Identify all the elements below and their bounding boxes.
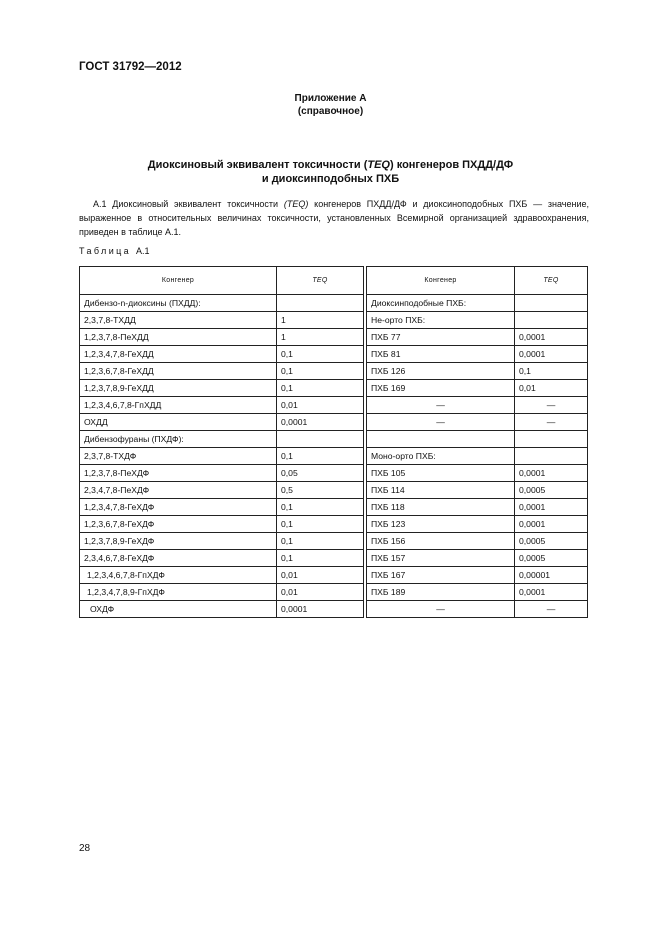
table-row — [80, 465, 588, 482]
congener-cell: 1,2,3,6,7,8-ГеХДД — [80, 363, 277, 380]
table-row — [80, 584, 588, 601]
teq-cell: 0,01 — [277, 567, 364, 584]
teq-cell: 0,1 — [277, 550, 364, 567]
table-row — [80, 397, 588, 414]
standard-header: ГОСТ 31792—2012 — [79, 61, 182, 73]
paragraph-teq: (TEQ) — [283, 199, 309, 209]
teq-cell: 0,1 — [277, 380, 364, 397]
teq-cell — [515, 448, 588, 465]
header-congener-left: Конгенер — [80, 267, 277, 295]
table-row — [80, 431, 588, 448]
teq-cell: 0,1 — [277, 448, 364, 465]
appendix-title: Приложение А — [294, 93, 367, 104]
teq-cell: 0,1 — [277, 346, 364, 363]
teq-cell — [515, 431, 588, 448]
table-caption-number: А.1 — [136, 246, 150, 256]
title-part: ) конгенеров ПХДД/ДФ — [389, 159, 514, 171]
teq-cell: 0,0005 — [515, 482, 588, 499]
congener-cell: ПХБ 114 — [367, 482, 515, 499]
table-row — [80, 448, 588, 465]
teq-cell: 0,0001 — [515, 584, 588, 601]
teq-cell: 0,00001 — [515, 567, 588, 584]
congener-cell: — — [367, 397, 515, 414]
teq-cell: 0,05 — [277, 465, 364, 482]
table-row — [80, 295, 588, 312]
table-caption — [79, 246, 150, 256]
congener-cell: Диоксинподобные ПХБ: — [367, 295, 515, 312]
teq-cell: 0,0005 — [515, 533, 588, 550]
table-row — [80, 516, 588, 533]
teq-cell: 0,1 — [277, 499, 364, 516]
teq-cell: 0,1 — [277, 533, 364, 550]
congener-cell: Дибензо-n-диоксины (ПХДД): — [80, 295, 277, 312]
teq-cell — [277, 295, 364, 312]
congener-cell: 2,3,7,8-ТХДФ — [80, 448, 277, 465]
congener-cell: Дибензофураны (ПХДФ): — [80, 431, 277, 448]
header-congener-right: Конгенер — [367, 267, 515, 295]
teq-cell: 0,0001 — [515, 499, 588, 516]
congener-cell: — — [367, 414, 515, 431]
header-teq-right: TEQ — [515, 267, 588, 295]
teq-cell — [277, 431, 364, 448]
congener-cell: ПХБ 169 — [367, 380, 515, 397]
teq-cell: 0,01 — [277, 584, 364, 601]
document-title — [0, 158, 661, 186]
teq-cell: 0,5 — [277, 482, 364, 499]
congener-cell: ОХДФ — [80, 601, 277, 618]
congener-cell: 2,3,4,7,8-ПеХДФ — [80, 482, 277, 499]
teq-cell: 1 — [277, 329, 364, 346]
teq-cell: 1 — [277, 312, 364, 329]
intro-paragraph — [79, 197, 589, 239]
teq-cell: 0,0001 — [515, 329, 588, 346]
teq-cell: 0,1 — [277, 363, 364, 380]
table-row — [80, 312, 588, 329]
congener-cell: Не-орто ПХБ: — [367, 312, 515, 329]
congener-cell: 1,2,3,4,7,8-ГеХДФ — [80, 499, 277, 516]
title-teq: TEQ — [367, 159, 390, 171]
teq-cell: — — [515, 397, 588, 414]
teq-cell: 0,0001 — [515, 346, 588, 363]
congener-cell: Моно-орто ПХБ: — [367, 448, 515, 465]
paragraph-text: А.1 Диоксиновый эквивалент токсичности — [93, 199, 284, 209]
header-teq-left: TEQ — [277, 267, 364, 295]
table-row — [80, 601, 588, 618]
teq-cell: 0,1 — [277, 516, 364, 533]
table-row — [80, 414, 588, 431]
congener-cell: ПХБ 105 — [367, 465, 515, 482]
congener-cell: 1,2,3,4,7,8,9-ГпХДФ — [80, 584, 277, 601]
teq-cell: — — [515, 414, 588, 431]
title-line-2: и диоксинподобных ПХБ — [261, 173, 400, 185]
paragraph-text: конгенеров ПХДД/ДФ и диоксиноподобных ПХБ — значение, выраженное в относительных величинах токсичности, установленных Всемирной организацией здравоохранения, приведен в таблице А.1. — [79, 199, 589, 237]
congener-cell: 1,2,3,4,7,8-ГеХДД — [80, 346, 277, 363]
congener-cell: ПХБ 77 — [367, 329, 515, 346]
teq-cell: 0,0001 — [515, 465, 588, 482]
congener-cell: 2,3,7,8-ТХДД — [80, 312, 277, 329]
title-part: Диоксиновый эквивалент токсичности ( — [147, 159, 368, 171]
table-row — [80, 550, 588, 567]
congener-cell: 1,2,3,7,8-ПеХДФ — [80, 465, 277, 482]
teq-cell: 0,01 — [515, 380, 588, 397]
congener-cell: 2,3,4,6,7,8-ГеХДФ — [80, 550, 277, 567]
congener-cell: ПХБ 123 — [367, 516, 515, 533]
congener-cell: ПХБ 81 — [367, 346, 515, 363]
table-row — [80, 346, 588, 363]
congener-cell: ПХБ 118 — [367, 499, 515, 516]
table-row — [80, 329, 588, 346]
teq-cell: 0,1 — [515, 363, 588, 380]
congener-cell: ОХДД — [80, 414, 277, 431]
congener-cell: 1,2,3,6,7,8-ГеХДФ — [80, 516, 277, 533]
teq-cell: 0,0001 — [277, 414, 364, 431]
table-header-row — [80, 267, 588, 295]
congener-cell: 1,2,3,4,6,7,8-ГпХДД — [80, 397, 277, 414]
table-row — [80, 533, 588, 550]
congener-cell: 1,2,3,7,8,9-ГеХДД — [80, 380, 277, 397]
teq-cell: — — [515, 601, 588, 618]
congener-cell: 1,2,3,7,8-ПеХДД — [80, 329, 277, 346]
teq-cell — [515, 312, 588, 329]
congener-cell: ПХБ 156 — [367, 533, 515, 550]
teq-cell: 0,0001 — [515, 516, 588, 533]
appendix-subtitle: (справочное) — [297, 106, 364, 117]
congener-cell: 1,2,3,7,8,9-ГеХДФ — [80, 533, 277, 550]
table-row — [80, 482, 588, 499]
teq-cell — [515, 295, 588, 312]
congener-cell: — — [367, 601, 515, 618]
congener-cell: ПХБ 126 — [367, 363, 515, 380]
teq-cell: 0,0005 — [515, 550, 588, 567]
appendix-heading — [0, 92, 661, 118]
teq-table — [79, 266, 588, 618]
teq-cell: 0,01 — [277, 397, 364, 414]
congener-cell: ПХБ 189 — [367, 584, 515, 601]
congener-cell: 1,2,3,4,6,7,8-ГпХДФ — [80, 567, 277, 584]
congener-cell — [367, 431, 515, 448]
congener-cell: ПХБ 157 — [367, 550, 515, 567]
congener-cell: ПХБ 167 — [367, 567, 515, 584]
teq-cell: 0,0001 — [277, 601, 364, 618]
table-row — [80, 499, 588, 516]
table-row — [80, 380, 588, 397]
page-number: 28 — [79, 843, 91, 854]
table-caption-label: Таблица — [79, 246, 132, 256]
table-row — [80, 567, 588, 584]
table-row — [80, 363, 588, 380]
title-line-1 — [0, 158, 661, 172]
